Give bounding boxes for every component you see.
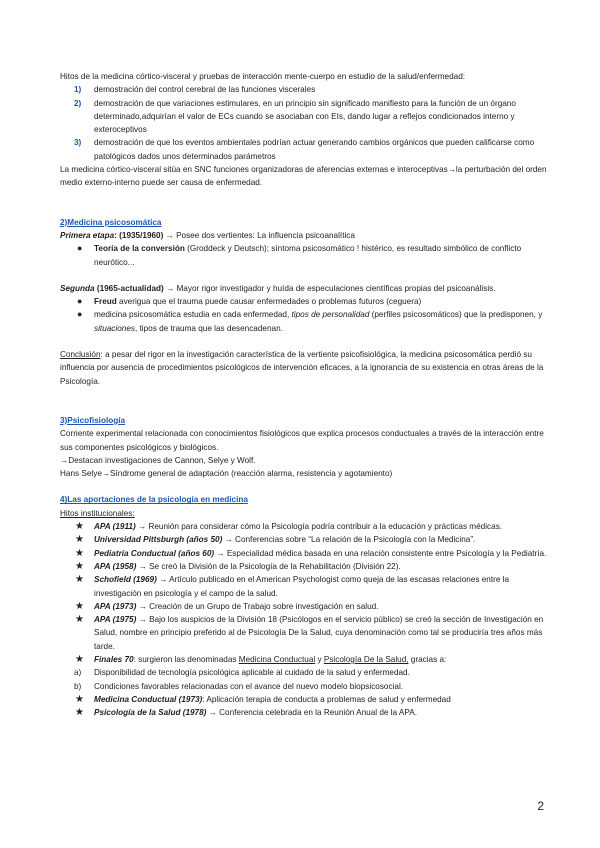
star-icon: ★	[75, 614, 84, 626]
list-item: ★ Schofield (1969) → Artículo publicado en el American Psychologist como queja de las escasas relaciones entre la investigación en psicología y el campo de la salud.	[75, 574, 510, 598]
list-item: ★ Universidad Pittsburgh (años 50) → Conferencias sobre “La relación de la Psicología con la Medicina”.	[75, 534, 476, 546]
list-item: ● Freud averigua que el trauma puede causar enfermedades o problemas futuros (ceguera)	[60, 295, 550, 308]
list-item: ★ Psicología de la Salud (1978) → Conferencia celebrada en la Reunión Anual de la APA.	[75, 707, 417, 719]
psicofisiologia-investigaciones: →Destacan investigaciones de Cannon, Selye y Wolf.	[60, 455, 256, 465]
hitos-star-list	[60, 520, 550, 666]
list-item	[60, 97, 550, 137]
star-icon: ★	[75, 707, 84, 719]
list-item	[60, 136, 550, 163]
finales-alpha-list	[60, 666, 550, 693]
list-item: ★ APA (1975) → Bajo los auspicios de la División 18 (Psicólogos en el servicio público) se creó la sección de Investigación en Salud, nombre en principio preferido al de Psicología De la Salud, cuya denominación como tal se produciría tres años más tarde.	[75, 614, 544, 651]
list-item: a) Disponibilidad de tecnología psicológica aplicable al cuidado de la salud y enfermedad.	[60, 666, 550, 679]
list-marker: a)	[74, 668, 82, 678]
primera-etapa-line: Primera etapa: (1935/1960) → Posee dos vertientes: La influencia psicoanalítica	[60, 230, 355, 240]
list-item: b) Condiciones favorables relacionadas con el avance del nuevo modelo biopsicosocial.	[60, 680, 550, 693]
section-heading-psicofisiologia: 3)Psicofisiología	[60, 415, 126, 425]
intro-numbered-list	[60, 83, 550, 163]
list-marker: 2)	[74, 98, 82, 108]
document-page	[60, 70, 550, 719]
star-icon: ★	[75, 600, 84, 612]
intro-text: Hitos de la medicina córtico-visceral y pruebas de interacción mente-cuerpo en estudio de la salud/enfermedad:	[60, 72, 466, 81]
list-item: ● Teoría de la conversión (Groddeck y Deutsch); síntoma psicosomático ! histérico, es resultado simbólico de conflicto neurótico...	[77, 243, 522, 267]
conclusion-paragraph: Conclusión: a pesar del rigor en la investigación característica de la vertiente psicofisiológica, la medicina psicosomática perdió su influencia por ausencia de procedimientos psicológicos de intervención eficaces, a la ignorancia de su existencia en otras áreas de la Psicología.	[60, 350, 544, 386]
list-marker: 3)	[74, 138, 82, 148]
star-icon: ★	[75, 574, 84, 586]
list-item: ★ Medicina Conductual (1973): Aplicación terapia de conducta a problemas de salud y enfermedad	[75, 693, 451, 705]
list-item: ★ APA (1911) → Reunión para considerar cómo la Psicología podría contribuir a la educación y prácticas médicas.	[75, 521, 503, 533]
star-icon: ★	[75, 560, 84, 572]
section-heading-aportaciones: 4)Las aportaciones de la psicología en medicina	[60, 495, 248, 505]
star-icon: ★	[75, 653, 84, 665]
star-icon: ★	[75, 547, 84, 559]
list-item: ★ Pediatría Conductual (años 60) → Especialidad médica basada en una relación consistente entre Psicología y la Pediatría.	[75, 547, 547, 559]
list-item: ★ Finales 70: surgieron las denominadas Medicina Conductual y Psicología De la Salud, gracias a:	[75, 653, 447, 665]
bullet-icon: ●	[77, 243, 83, 254]
list-item-text: demostración del control cerebral de las funciones viscerales	[94, 85, 316, 95]
section-heading-medicina-psicosomatica: 2)Medicina psicosomática	[60, 217, 162, 227]
segunda-etapa-line: Segunda (1965-actualidad) → Mayor rigor investigador y huída de especulaciones científicas propias del psicoanálisis.	[60, 283, 496, 293]
bullet-icon: ●	[77, 296, 83, 307]
page-number: 2	[537, 799, 544, 813]
psicofisiologia-selye: Hans Selye→Síndrome general de adaptación (reacción alarma, resistencia y agotamiento)	[60, 469, 393, 479]
list-item-text: demostración de que variaciones estimulares, en un principio sin significado manifiesto para la función de un órgano determinado,adquirían el valor de ECs cuando se asociaban con EIs, dando lugar a reflejos condicionados interno y exteroceptivos	[94, 98, 516, 135]
star-icon: ★	[75, 693, 84, 705]
list-item	[60, 83, 550, 96]
star-icon: ★	[75, 521, 84, 533]
tail-star-list	[60, 693, 550, 720]
star-icon: ★	[75, 534, 84, 546]
bullet-icon: ●	[77, 309, 83, 320]
primera-etapa-bullets	[60, 242, 550, 269]
hitos-subheading: Hitos institucionales:	[60, 508, 135, 518]
list-item-text: demostración de que los eventos ambientales podrían actuar generando cambios orgánicos que pueden calificarse como patológicos dados unos determinados parámetros	[94, 138, 535, 161]
list-item: ★ APA (1958) → Se creó la División de la Psicología de la Rehabilitación (División 22).	[75, 560, 401, 572]
list-marker: 1)	[74, 85, 82, 95]
intro-closing: La medicina córtico-visceral sitúa en SNC funciones organizadoras de aferencias externas e interoceptivas→la perturbación del orden medio externo-interno puede ser causa de enfermedad.	[60, 165, 547, 188]
segunda-etapa-bullets	[60, 295, 550, 335]
psicofisiologia-text: Corriente experimental relacionada con conocimientos fisiológicos que explica procesos conductuales a través de la interacción entre sus componentes psicológicos y biológicos.	[60, 429, 544, 452]
list-item: ★ APA (1973) → Creación de un Grupo de Trabajo sobre investigación en salud.	[75, 600, 379, 612]
list-item: ● medicina psicosomática estudia en cada enfermedad, tipos de personalidad (perfiles psicosomáticos) que la predisponen, y situaciones, tipos de trauma que las desencadenan.	[77, 309, 543, 333]
list-marker: b)	[74, 681, 82, 691]
